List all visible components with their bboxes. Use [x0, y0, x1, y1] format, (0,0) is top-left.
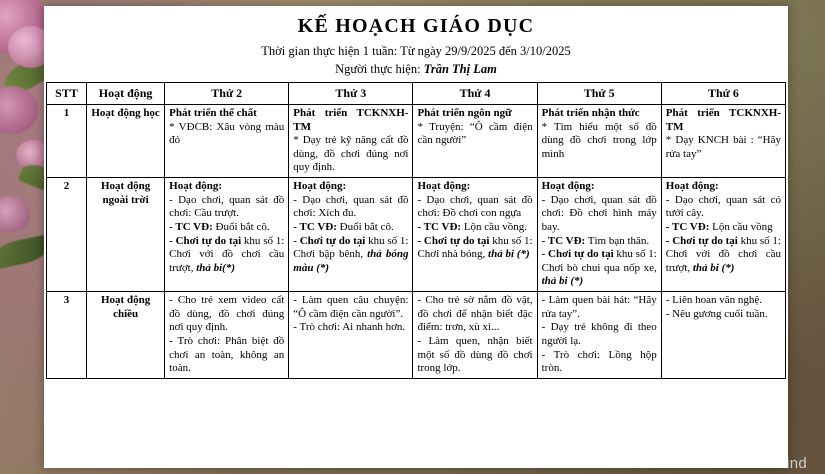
row-number: 1	[47, 104, 87, 177]
cell-line-3-label: - Chơi tự do tại	[417, 234, 490, 247]
cell-label: Hoạt động:	[169, 180, 223, 192]
cell-tuesday	[289, 178, 413, 292]
cell-line-3-note: thả bi (*)	[485, 248, 530, 261]
cell-line-3-label: - Chơi tự do tại	[541, 248, 614, 261]
cell-line-2: Lộn cầu vồng	[709, 220, 773, 233]
cell-line-3-label: - Chơi tự do tại	[665, 234, 738, 247]
cell-line-3-note: thả bóng màu (*)	[293, 248, 409, 274]
column-header-thursday: Thứ 5	[537, 83, 661, 105]
cell-line-1: - Dạo chơi, quan sát đồ chơi: Xích đu.	[293, 193, 409, 220]
cell-line-3: khu số 1: Chơi bò chui qua nốp xe,	[541, 248, 657, 274]
cell-label: Hoạt động:	[541, 180, 595, 192]
document-header	[44, 6, 788, 77]
column-header-activity: Hoạt động	[87, 83, 165, 105]
column-header-monday: Thứ 2	[165, 83, 289, 105]
document-performer	[44, 62, 788, 77]
performer-label: Người thực hiện:	[335, 62, 421, 76]
cell-thursday	[537, 292, 661, 379]
cell-title: Phát triển thể chất	[169, 106, 257, 119]
cell-line-2-label: - TC VĐ:	[417, 220, 462, 233]
cell-body: * VĐCB: Xâu vòng màu đỏ	[169, 120, 285, 147]
table-row	[47, 104, 786, 177]
cell-label: Hoạt động:	[665, 180, 719, 192]
cell-label: Hoạt động:	[417, 180, 471, 192]
row-activity-label: Hoạt động chiều	[87, 292, 165, 379]
cell-tuesday	[289, 292, 413, 379]
cell-title: Phát triển nhận thức	[541, 106, 640, 119]
cell-line-2: - Trò chơi: Ai nhanh hơn.	[293, 321, 406, 334]
cell-line-1: - Làm quen bài hát: “Hãy rửa tay”.	[541, 294, 657, 320]
cell-body: * Dạy trẻ kỹ năng cất đồ dùng, đồ chơi đúng nơi quy định.	[293, 134, 409, 174]
table-row	[47, 178, 786, 292]
cell-title: Phát triển ngôn ngữ	[417, 106, 512, 119]
cell-line-2: Đuổi bắt cô.	[336, 220, 394, 233]
document-sheet	[44, 6, 788, 468]
cell-line-2: Đuổi bắt cô.	[212, 220, 270, 233]
cell-body: * Dạy KNCH bài : “Hãy rửa tay”	[665, 134, 781, 160]
cell-friday	[661, 104, 785, 177]
cell-thursday	[537, 178, 661, 292]
cell-line-2: Lộn cầu vồng.	[461, 220, 528, 233]
cell-line-1: - Liên hoan văn nghệ.	[665, 294, 762, 306]
education-plan-table	[46, 82, 786, 379]
cell-line-1: - Dạo chơi, quan sát cỏ tưới cây.	[665, 193, 781, 220]
page-title: KẾ HOẠCH GIÁO DỤC	[297, 15, 535, 37]
cell-line-1: - Dạo chơi, quan sát đồ chơi: Đồ chơi hình máy bay.	[541, 193, 657, 233]
column-header-tuesday: Thứ 3	[289, 83, 413, 105]
cell-title: Phát triển TCKNXH-TM	[293, 106, 409, 133]
row-number: 3	[47, 292, 87, 379]
cell-line-2: - Trò chơi: Phân biệt đồ chơi an toàn, không an toàn.	[169, 334, 285, 375]
column-header-wednesday: Thứ 4	[413, 83, 537, 105]
cell-monday	[165, 292, 289, 379]
cell-line-2-label: - TC VĐ:	[541, 234, 586, 247]
flower-decoration-icon	[0, 86, 38, 134]
cell-line-1: - Dạo chơi, quan sát đồ chơi: Đồ chơi con ngựa	[417, 193, 533, 220]
cell-line-3: khu số 1: Chơi bập bênh,	[293, 234, 409, 261]
cell-monday	[165, 178, 289, 292]
performer-name: Trần Thị Lam	[423, 62, 497, 76]
cell-line-2: - Làm quen, nhận biết một số đồ dùng đồ chơi trong lớp.	[417, 334, 533, 375]
column-header-friday: Thứ 6	[661, 83, 785, 105]
cell-line-2: - Dạy trẻ không đi theo người lạ.	[541, 321, 657, 347]
cell-body: * Tìm hiểu một số đồ dùng đồ chơi trong lớp mình	[541, 120, 657, 160]
cell-line-2: - Nêu gương cuối tuần.	[665, 307, 768, 320]
cell-line-2-label: - TC VĐ:	[169, 220, 213, 233]
cell-line-3: - Trò chơi: Lồng hộp tròn.	[541, 348, 657, 375]
activation-watermark: Activate Wind	[711, 455, 807, 472]
table-row	[47, 292, 786, 379]
cell-line-1: - Cho trẻ xem video cất đồ dùng, đồ chơi đúng nơi quy định.	[169, 294, 285, 334]
cell-friday	[661, 178, 785, 292]
cell-wednesday	[413, 178, 537, 292]
row-number: 2	[47, 178, 87, 292]
cell-body: * Truyện: “Ô cầm điện cần người”	[417, 120, 533, 147]
cell-title: Phát triển TCKNXH-TM	[665, 106, 781, 133]
cell-line-2: Tìm bạn thân.	[585, 234, 650, 247]
cell-friday	[661, 292, 785, 379]
row-activity-label: Hoạt động ngoài trời	[87, 178, 165, 292]
cell-line-2-label: - TC VĐ:	[293, 220, 337, 233]
cell-line-3: khu số 1: Chơi với đồ chơi cầu trượt,	[665, 234, 781, 274]
cell-wednesday	[413, 104, 537, 177]
cell-monday	[165, 104, 289, 177]
column-header-stt: STT	[47, 83, 87, 105]
table-header-row	[47, 83, 786, 105]
cell-line-3-label: - Chơi tự do tại	[293, 234, 366, 247]
cell-line-3: khu số 1: Chơi với đồ chơi cầu trượt,	[169, 234, 285, 274]
leaf-decoration-icon	[0, 235, 50, 270]
cell-line-3-label: - Chơi tự do tại	[169, 234, 242, 247]
document-subtitle: Thời gian thực hiện 1 tuần: Từ ngày 29/9/2025 đến 3/10/2025	[261, 44, 571, 58]
flower-decoration-icon	[0, 196, 30, 232]
cell-label: Hoạt động:	[293, 180, 347, 192]
cell-line-1: - Cho trẻ sờ nắm đồ vật, đồ chơi để nhận biết đặc điểm: trơn, xù xì...	[417, 294, 533, 334]
cell-line-2-label: - TC VĐ:	[665, 220, 710, 233]
cell-tuesday	[289, 104, 413, 177]
cell-wednesday	[413, 292, 537, 379]
cell-line-3-note: thả bi(*)	[193, 261, 236, 274]
cell-line-3: khu số 1: Chơi nhà bóng,	[417, 234, 533, 261]
cell-line-3-note: thả bi (*)	[690, 261, 735, 274]
cell-line-3-note: thả bi (*)	[541, 275, 584, 288]
row-activity-label: Hoạt động học	[87, 104, 165, 177]
cell-line-1: - Làm quen câu chuyện: “Ô cầm điện cần người”.	[293, 294, 409, 320]
cell-line-1: - Dạo chơi, quan sát đồ chơi: Cầu trượt.	[169, 193, 285, 220]
cell-thursday	[537, 104, 661, 177]
